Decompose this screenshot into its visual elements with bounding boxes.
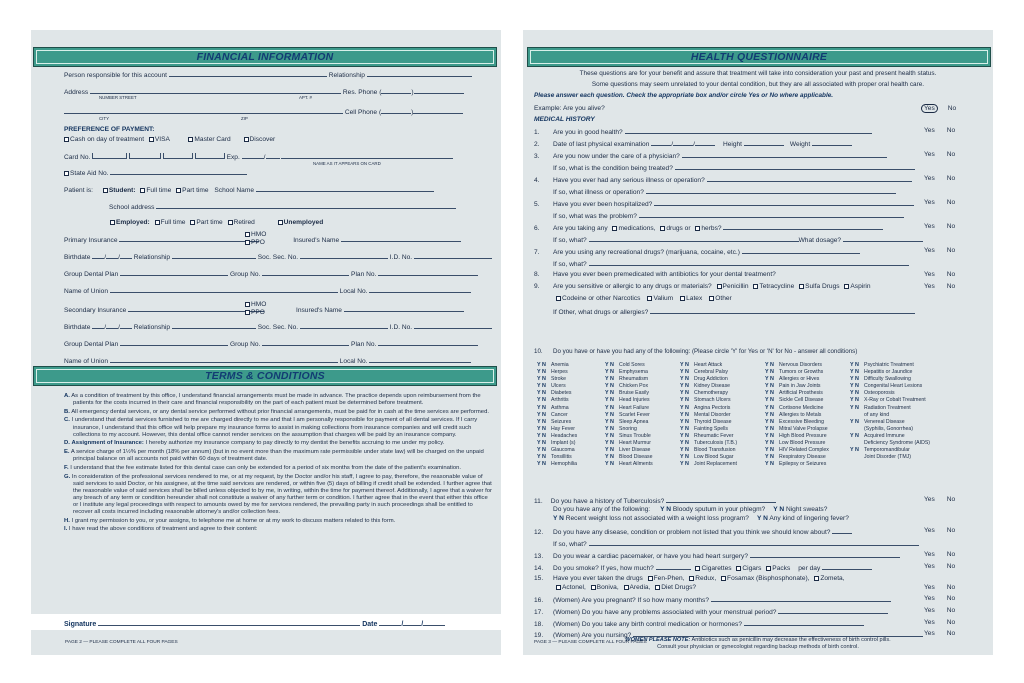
q13-row: 13. Do you wear a cardiac pacemaker, or have you had heart surgery? bbox=[534, 551, 900, 560]
condition-item: Y N Hepatitis or Jaundice bbox=[850, 369, 913, 376]
terms-header bbox=[33, 366, 497, 386]
q14-yes-no: Yes No bbox=[924, 563, 956, 570]
condition-item: Y N Tuberculosis (T.B.) bbox=[680, 440, 738, 447]
financial-header bbox=[33, 47, 497, 67]
date-field[interactable] bbox=[379, 619, 401, 626]
condition-item: Y N Glaucoma bbox=[537, 447, 575, 454]
term-a: A. As a condition of treatment by this office, I understand financial arrangements must be made in advance. The practice depends upon reimbursement from the patients for the costs incurred in their care and financial responsibility on the part of each patient must be determined before treatment. bbox=[64, 393, 481, 407]
footer-right: PAGE 3 — PLEASE COMPLETE ALL FOUR PAGES bbox=[534, 640, 647, 645]
condition-item: Y N Mental Disorder bbox=[680, 411, 731, 418]
secondary-ssn-field[interactable] bbox=[300, 322, 388, 329]
redux-checkbox[interactable] bbox=[689, 576, 694, 581]
secondary-group-plan-field[interactable] bbox=[120, 339, 228, 346]
q16-yes-no: Yes No bbox=[924, 595, 956, 602]
state-aid-row: State Aid No. bbox=[64, 168, 493, 177]
condition-item: Y N Cold Sores bbox=[605, 362, 645, 368]
q10-text: 10. Do you have or have you had any of the following: (Please circle 'Y' for Yes or 'N' for No - answer all conditions) bbox=[534, 348, 858, 355]
payment-options: Cash on day of treatment VISA Master Card Discover bbox=[64, 136, 493, 143]
visa-checkbox[interactable] bbox=[149, 137, 154, 142]
condition-item: Y N Fainting Spells bbox=[680, 425, 729, 432]
condition-item: Y N Psychiatric Treatment bbox=[850, 362, 914, 368]
condition-item: Y N Allergies to Metals bbox=[765, 411, 822, 418]
term-b: B. All emergency dental services, or any dental service performed without prior financial arrangements, must be paid for in cash at the time services are performed. bbox=[64, 408, 489, 415]
state-aid-field[interactable] bbox=[110, 168, 247, 175]
condition-item: Y N Herpes bbox=[537, 369, 568, 376]
discover-checkbox[interactable] bbox=[244, 137, 249, 142]
term-i: I. I have read the above conditions of treatment and agree to their content: bbox=[64, 526, 258, 533]
q18-yes-no: Yes No bbox=[924, 619, 956, 626]
condition-item: Y N Temporomandibular bbox=[850, 447, 910, 454]
q4b-row: If so, what illness or operation? bbox=[534, 187, 896, 196]
city-row: Cell Phone ( ) bbox=[64, 107, 493, 116]
address-field[interactable] bbox=[90, 87, 341, 94]
aspirin-checkbox[interactable] bbox=[844, 284, 849, 289]
q8-row: 8. Have you ever been premedicated with antibiotics for your dental treatment? bbox=[534, 271, 776, 278]
q5b-row: If so, what was the problem? bbox=[534, 211, 904, 220]
secondary-local-no-field[interactable] bbox=[369, 356, 471, 363]
q15b-row: Actonel, Boniva, Aredia, Diet Drugs? bbox=[534, 584, 696, 591]
q9b-row: If Other, what drugs or allergies? bbox=[534, 307, 915, 316]
conditions-column-4 bbox=[765, 362, 829, 468]
cell-phone-field[interactable] bbox=[381, 107, 411, 114]
secondary-group-row: Group Dental Plan Group No. Plan No. bbox=[64, 339, 493, 348]
q6-yes-no: Yes No bbox=[924, 223, 956, 230]
instructions: Please answer each question. Check the appropriate box and/or circle Yes or No where applicable. bbox=[534, 92, 834, 99]
intro-1: These questions are for your benefit and assure that treatment will take into consideration your past and present health status. bbox=[579, 70, 937, 77]
q7-yes-no: Yes No bbox=[924, 247, 956, 254]
condition-item: Y N Mitral Valve Prolapse bbox=[765, 425, 828, 432]
medications-checkbox[interactable] bbox=[612, 226, 617, 231]
fen-phen-checkbox[interactable] bbox=[648, 576, 653, 581]
diet-drugs-checkbox[interactable] bbox=[655, 585, 660, 590]
payment-heading: PREFERENCE OF PAYMENT: bbox=[64, 126, 155, 133]
condition-item: of any kind bbox=[864, 411, 890, 418]
packs-checkbox[interactable] bbox=[766, 566, 771, 571]
primary-ssn-field[interactable] bbox=[300, 252, 388, 259]
condition-item: Y N Allergies or Hives bbox=[765, 376, 820, 383]
fosamax-checkbox[interactable] bbox=[721, 576, 726, 581]
primary-group-row: Group Dental Plan Group No. Plan No. bbox=[64, 269, 493, 278]
signature-field[interactable] bbox=[98, 619, 360, 626]
condition-item: Y N Angina Pectoris bbox=[680, 404, 731, 411]
school-address-row: School address bbox=[109, 202, 493, 211]
health-title: HEALTH QUESTIONNAIRE bbox=[690, 51, 828, 63]
condition-item: Y N Ulcers bbox=[537, 383, 566, 390]
q7-row: 7. Are you using any recreational drugs? (marijuana, cocaine, etc.) bbox=[534, 247, 860, 256]
signature-row: Signature Date / / bbox=[64, 619, 493, 628]
secondary-id-field[interactable] bbox=[414, 322, 492, 329]
example-row: Example: Are you alive? bbox=[534, 105, 605, 112]
student-full-time-checkbox[interactable] bbox=[140, 188, 145, 193]
tetracycline-checkbox[interactable] bbox=[753, 284, 758, 289]
address-row: Address Res. Phone ( ) bbox=[64, 87, 493, 96]
primary-ppo-checkbox[interactable] bbox=[245, 240, 250, 245]
primary-relationship-field[interactable] bbox=[172, 252, 256, 259]
condition-item: Y N Scarlet Fever bbox=[605, 411, 650, 418]
q2-row: 2. Date of last physical examination / / Height Weight bbox=[534, 139, 852, 148]
q3-yes-no: Yes No bbox=[924, 151, 956, 158]
condition-item: Y N High Blood Pressure bbox=[765, 432, 827, 439]
q11-row: 11. Do you have a history of Tuberculosis? bbox=[534, 496, 776, 505]
q14-row: 14. Do you smoke? If yes, how much? Cigarettes Cigars Packs per day bbox=[534, 563, 872, 572]
student-part-time-checkbox[interactable] bbox=[176, 188, 181, 193]
condition-item: Y N Sickle Cell Disease bbox=[765, 397, 824, 404]
terms-list bbox=[64, 393, 494, 535]
footer-left: PAGE 2 — PLEASE COMPLETE ALL FOUR PAGES bbox=[65, 640, 178, 645]
condition-item: Y N Blood Transfusion bbox=[680, 447, 736, 454]
condition-item: Y N Diabetes bbox=[537, 390, 572, 397]
condition-item: Y N Tumors or Growths bbox=[765, 369, 824, 376]
primary-group-plan-field[interactable] bbox=[120, 269, 228, 276]
condition-item: Y N Venereal Disease bbox=[850, 418, 905, 425]
employed-full-time-checkbox[interactable] bbox=[155, 220, 160, 225]
q1-yes-no: Yes No bbox=[924, 127, 956, 134]
condition-item: Y N Heart Attack bbox=[680, 362, 723, 368]
boniva-checkbox[interactable] bbox=[591, 585, 596, 590]
valium-checkbox[interactable] bbox=[647, 296, 652, 301]
secondary-union-field[interactable] bbox=[110, 356, 338, 363]
condition-item: Y N Heart Ailments bbox=[605, 461, 653, 468]
condition-item: Y N Kidney Disease bbox=[680, 383, 731, 390]
q8-yes-no: Yes No bbox=[924, 271, 956, 278]
q4-row: 4. Have you ever had any serious illness or operation? bbox=[534, 175, 912, 184]
primary-hmo-checkbox[interactable] bbox=[245, 232, 250, 237]
term-c: C. I understand that dental services furnished to me are charged directly to me and that I am personally responsible for payment of all dental services. If I carry insurance, I understand that this office will help prepare my insurance forms to assist in making collections from insurance companies and will credit such collections to my account. However, this dental office cannot render services on the assumption that charges will be paid by an insurance company. bbox=[64, 417, 478, 438]
q6-row: 6. Are you taking any medications, drugs or herbs? bbox=[534, 223, 883, 232]
intro-2: Some questions may seem unrelated to your dental condition, but they are all associated with proper oral health care. bbox=[591, 81, 925, 88]
condition-item: Y N X-Ray or Cobalt Treatment bbox=[850, 397, 926, 404]
condition-item: Y N Tonsillitis bbox=[537, 454, 572, 461]
aredia-checkbox[interactable] bbox=[624, 585, 629, 590]
condition-item: Y N Low Blood Sugar bbox=[680, 454, 734, 461]
condition-item: Y N Hemophilia bbox=[537, 461, 577, 468]
q11b-row: Do you have any of the following: Y N Bloody sputum in your phlegm? Y N Night sweats? bbox=[553, 506, 828, 513]
condition-item: Y N Implant (s) bbox=[537, 440, 576, 447]
herbs-checkbox[interactable] bbox=[695, 226, 700, 231]
condition-item: Y N Cerebral Palsy bbox=[680, 369, 729, 376]
q15-row: 15. Have you ever taken the drugs Fen-Phen, Redux, Fosamax (Bisphosphonate), Zometa, bbox=[534, 575, 845, 582]
employed-checkbox[interactable] bbox=[110, 220, 115, 225]
term-e: E. A service charge of 1½% per month (18% per annum) (but in no event more than the maximum rate permissible under state law) will be charged on the unpaid principal balance on all accounts not paid within 60 days of treatment date. bbox=[64, 449, 484, 463]
patient-is-row: Patient is: Student: Full time Part time School Name bbox=[64, 185, 493, 194]
medical-history-heading: MEDICAL HISTORY bbox=[534, 116, 595, 123]
q12-yes-no: Yes No bbox=[924, 527, 956, 534]
condition-item: Y N HIV Related Complex bbox=[765, 447, 829, 454]
q1-row: 1. Are you in good health? bbox=[534, 127, 872, 136]
condition-item: Y N Cortisone Medicine bbox=[765, 404, 824, 411]
condition-item: Y N Respiratory Disease bbox=[765, 454, 826, 461]
condition-item: Y N Sleep Apnea bbox=[605, 418, 649, 425]
condition-item: Y N Blood Disease bbox=[605, 454, 653, 461]
condition-item: Y N Head Injuries bbox=[605, 397, 650, 404]
primary-group-no-field[interactable] bbox=[262, 269, 349, 276]
condition-item: Joint Disorder (TMJ) bbox=[864, 454, 911, 461]
condition-item: Y N Radiation Treatment bbox=[850, 404, 911, 411]
condition-item: Y N Congenital Heart Lesions bbox=[850, 383, 923, 390]
res-phone-field[interactable] bbox=[381, 87, 411, 94]
condition-item: Y N Difficulty Swallowing bbox=[850, 376, 911, 383]
page-2: FINANCIAL INFORMATION Person responsible for this account Relationship Address Res. Phone ( ) NUMBER STREET APT. # Cell Phone ( ) CITY ZIP PREFERENCE OF PAYMENT: Cash on day of treatment VISA Master Card Discover Card No. Exp. / NAME AS IT APPEARS ON CARD State Aid No. Patient is: Student: Full time Part time School Name School address Employed: Full time Part time Retired Unemployed Primary Insurance Insured's Name HMO PPO Birthdate / / Relationship Soc. Sec. No. I.D. No. Group Dental Plan Group No. Plan No. Name of Union Local No. Secondary Insurance Insured's Name HMO PPO Birthdate / / Relationship Soc. Sec. No. I.D. No. Group Dental Plan Group No. Plan No. Name of Union Local No. TERMS & CONDITIONS A. As a condition of treatment by this office, I understand financial arrangements must be made in advance. The practice depends upon reimbursement from the patients for the costs incurred in their care and financial responsibility on the part of each patient must be determined before treatment. B. All emergency dental services, or any dental service performed without prior financial arrangements, must be paid for in cash at the time services are performed. C. I understand that dental services furnished to me are charged directly to me and that I am personally responsible for payment of all dental services. If I carry insurance, I understand that this office will help prepare my insurance forms to assist in making collections from insurance companies and will credit such collections to my account. However, this dental office cannot render services on the assumption that charges will be paid by an insurance company. D. Assignment of Insurance: I hereby authorize my insurance company to pay directly to my dentist the benefits accruing to me under my policy. E. A service charge of 1½% per month (18% per annum) (but in no event more than the maximum rate permissible under state law) will be charged on the unpaid principal balance on all accounts not paid within 60 days of treatment date. F. I understand that the fee estimate listed for this dental case can only be extended for a period of six months from the date of the patient's examination. G. In consideration of the professional services rendered to me, or at my request, by the Doctor and/or his staff, I agree to pay, therefore, the reasonable value of said services to said Doctor, or his assignee, at the time said services are rendered, or within five (5) days of billing if credit shall be extended. I further agree that the reasonable value of said services shall be billed unless objected to by me, in writing, within the time for payment thereof. Additionally, I agree that a waiver for any breach of any term or condition hereunder shall not constitute a waiver of any further term or condition. I further agree that in the event that either this office or I institute any legal proceedings with respect to amounts owed by me for services rendered, the prevailing party in such proceedings shall be entitled to recover all costs incurred including reasonable attorney's and/or collection fees. H. I grant my permission to you, or your assigns, to telephone me at home or at my work to discuss matters related to this form. I. I have read the above conditions of treatment and agree to their content: Signature Date / / PAGE 2 — PLEASE COMPLETE ALL FOUR PAGES bbox=[31, 30, 501, 655]
secondary-hmo-checkbox[interactable] bbox=[245, 302, 250, 307]
unemployed-checkbox[interactable] bbox=[278, 220, 283, 225]
q17-yes-no: Yes No bbox=[924, 607, 956, 614]
cigarettes-checkbox[interactable] bbox=[695, 566, 700, 571]
drugs-checkbox[interactable] bbox=[660, 226, 665, 231]
condition-item: Y N Snoring bbox=[605, 425, 637, 432]
other-checkbox[interactable] bbox=[709, 296, 714, 301]
primary-local-no-field[interactable] bbox=[369, 286, 471, 293]
condition-item: Y N Acquired Immune bbox=[850, 432, 905, 439]
condition-item: Y N Bruise Easily bbox=[605, 390, 649, 397]
financial-title: FINANCIAL INFORMATION bbox=[196, 51, 334, 63]
secondary-birthdate-field[interactable] bbox=[92, 322, 104, 329]
condition-item: Y N Cancer bbox=[537, 411, 568, 418]
condition-item: Deficiency Syndrome (AIDS) bbox=[864, 440, 931, 447]
condition-item: Y N Anemia bbox=[537, 362, 569, 368]
q12-row: 12. Do you have any disease, condition or problem not listed that you think we should know about? bbox=[534, 527, 852, 536]
q5-yes-no: Yes No bbox=[924, 199, 956, 206]
example-yes-no: Yes No bbox=[921, 104, 956, 113]
terms-title: TERMS & CONDITIONS bbox=[205, 370, 325, 382]
condition-item: Y N Stomach Ulcers bbox=[680, 397, 731, 404]
zometa-checkbox[interactable] bbox=[814, 576, 819, 581]
primary-birthdate-field[interactable] bbox=[92, 252, 104, 259]
q9-yes-no: Yes No bbox=[924, 283, 956, 290]
card-row: Card No. Exp. / bbox=[64, 152, 493, 161]
q17-row: 17. (Women) Do you have any problems associated with your menstrual period? bbox=[534, 607, 888, 616]
condition-item: Y N Thyroid Disease bbox=[680, 418, 732, 425]
city-field[interactable] bbox=[64, 107, 343, 114]
penicillin-checkbox[interactable] bbox=[717, 284, 722, 289]
primary-plan-type: HMO bbox=[245, 231, 493, 238]
page-3: HEALTH QUESTIONNAIRE These questions are for your benefit and assure that treatment will take into consideration your past and present health status. Some questions may seem unrelated to your dental condition, but they are all associated with proper oral health care. Please answer each question. Check the appropriate box and/or circle Yes or No where applicable. Example: Are you alive? Yes No MEDICAL HISTORY 1. Are you in good health? Yes No 2. Date of last physical examination / / Height Weight 3. Are you now under the care of a physician? Yes No If so, what is the condition being treated? 4. Have you ever had any serious illness or operation? Yes No If so, what illness or operation? 5. Have you ever been hospitalized? Yes No If so, what was the problem? 6. Are you taking any medications, drugs or herbs? Yes No If so, what? What dosage? 7. Are you using any recreational drugs? (marijuana, cocaine, etc.) Yes No If so, what? 8. Have you ever been premedicated with antibiotics for your dental treatment? Yes No 9. Are you sensitive or allergic to any drugs or materials? Penicillin Tetracycline Sulfa Drugs Aspirin Yes No Codeine or other Narcotics Valium Latex Other If Other, what drugs or allergies? 10. Do you have or have you had any of the following: (Please circle 'Y' for Yes or 'N' for No - answer all conditions) Y N Anemia Y N Herpes Y N Stroke Y N Ulcers Y N Diabetes Y N Arthritis Y N Asthma Y N Cancer Y N Seizures Y N Hay Fever Y N Headaches Y N Implant (s) Y N Glaucoma Y N Tonsillitis Y N Hemophilia Y N Cold Sores Y N Emphysema Y N Rheumatism Y N Chicken Pox Y N Bruise Easily Y N Head Injuries Y N Heart Failure Y N Scarlet Fever Y N Sleep Apnea Y N Snoring Y N Sinus Trouble Y N Heart Murmur Y N Liver Disease Y N Blood Disease Y N Heart Ailments Y N Heart Attack Y N Cerebral Palsy Y N Drug Addiction Y N Kidney Disease Y N Chemotherapy Y N Stomach Ulcers Y N Angina Pectoris Y N Mental Disorder Y N Thyroid Disease Y N Fainting Spells Y N Rheumatic Fever Y N Tuberculosis (T.B.) Y N Blood Transfusion Y N Low Blood Sugar Y N Joint Replacement Y N Nervous Disorders Y N Tumors or Growths Y N Allergies or Hives Y N Pain in Jaw Joints Y N Artificial Prosthesis Y N Sickle Cell Disease Y N Cortisone Medicine Y N Allergies to Metals Y N Excessive Bleeding Y N Mitral Valve Prolapse Y N High Blood Pressure Y N Low Blood Pressure Y N HIV Related Complex Y N Respiratory Disease Y N Epilepsy or Seizures Y N Psychiatric Treatment Y N Hepatitis or Jaundice Y N Difficulty Swallowing Y N Congenital Heart Lesions Y N Osteoporosis Y N X-Ray or Cobalt Treatment Y N Radiation Treatment of any kind Y N Venereal Disease (Syphilis, Gonorrhea) Y N Acquired Immune Deficiency Syndrome (AIDS) Y N Temporomandibular Joint Disorder (TMJ) Yes No 11. Do you have a history of Tuberculosis? Do you have any of the following: Y N Bloody sputum in your phlegm? Y N Night sweats? Y N Recent weight loss not associated with a weight loss program? Y N Any kind of lingering fever? 12. Do you have any disease, condition or problem not listed that you think we should know about? Yes No If so, what? 13. Do you wear a cardiac pacemaker, or have you had heart surgery? Yes No 14. Do you smoke? If yes, how much? Cigarettes Cigars Packs per day Yes No 15. Have you ever taken the drugs Fen-Phen, Redux, Fosamax (Bisphosphonate), Zometa, Actonel, Boniva, Aredia, Diet Drugs? Yes No 16. (Women) Are you pregnant? If so how many months? Yes No 17. (Women) Do you have any problems associated with your menstrual period? Yes No 18. (Women) Do you take any birth control medication or hormones? Yes No 19. (Women) Are you nursing? Yes No WOMEN PLEASE NOTE: Antibiotics such as penicillin may decrease the effectiveness of birth control pills. Consult your physician or gynecologist regarding backup methods of birth control. bbox=[523, 30, 993, 655]
cash-checkbox[interactable] bbox=[64, 137, 69, 142]
q13-yes-no: Yes No bbox=[924, 551, 956, 558]
mastercard-checkbox[interactable] bbox=[188, 137, 193, 142]
relationship-field[interactable] bbox=[367, 70, 472, 77]
condition-item: Y N Osteoporosis bbox=[850, 390, 895, 397]
codeine-checkbox[interactable] bbox=[556, 296, 561, 301]
state-aid-checkbox[interactable] bbox=[64, 171, 69, 176]
condition-item: Y N Headaches bbox=[537, 432, 578, 439]
card-no-field-1[interactable] bbox=[92, 153, 127, 159]
primary-insurance-field[interactable] bbox=[119, 235, 259, 242]
term-d: D. Assignment of Insurance: I hereby authorize my insurance company to pay directly to my dentist the benefits accruing to me under my policy. bbox=[64, 440, 445, 447]
q15b-yes-no: Yes No bbox=[924, 584, 956, 591]
q19-row: 19. (Women) Are you nursing? bbox=[534, 630, 923, 639]
retired-checkbox[interactable] bbox=[228, 220, 233, 225]
secondary-ppo-checkbox[interactable] bbox=[245, 310, 250, 315]
condition-item: Y N Chicken Pox bbox=[605, 383, 649, 390]
condition-item: Y N Nervous Disorders bbox=[765, 362, 822, 368]
q11c-row: Y N Recent weight loss not associated with a weight loss program? Y N Any kind of lingering fever? bbox=[553, 515, 849, 522]
conditions-column-3 bbox=[680, 362, 737, 468]
q11-yes-no: Yes No bbox=[924, 496, 956, 503]
employed-part-time-checkbox[interactable] bbox=[190, 220, 195, 225]
q9-allergens-row: Codeine or other Narcotics Valium Latex Other bbox=[534, 295, 732, 302]
q3-row: 3. Are you now under the care of a physician? bbox=[534, 151, 887, 160]
condition-item: Y N Arthritis bbox=[537, 397, 569, 404]
secondary-birthdate-row: Birthdate / / Relationship Soc. Sec. No. I.D. No. bbox=[64, 322, 493, 331]
name-on-card-field[interactable] bbox=[281, 152, 453, 159]
q6b-row: If so, what? What dosage? bbox=[534, 235, 923, 244]
condition-item: Y N Seizures bbox=[537, 418, 572, 425]
q12b-row: If so, what? bbox=[534, 539, 919, 548]
condition-item: Y N Rheumatic Fever bbox=[680, 432, 734, 439]
condition-item: Y N Artificial Prosthesis bbox=[765, 390, 823, 397]
condition-item: Y N Drug Addiction bbox=[680, 376, 728, 383]
primary-birthdate-row: Birthdate / / Relationship Soc. Sec. No. I.D. No. bbox=[64, 252, 493, 261]
secondary-insurance-field[interactable] bbox=[128, 305, 264, 312]
conditions-column-5 bbox=[850, 362, 930, 461]
secondary-relationship-field[interactable] bbox=[172, 322, 256, 329]
q7b-row: If so, what? bbox=[534, 259, 909, 268]
school-address-field[interactable] bbox=[156, 202, 456, 209]
cigars-checkbox[interactable] bbox=[736, 566, 741, 571]
secondary-plan-no-field[interactable] bbox=[378, 339, 478, 346]
condition-item: Y N Heart Murmur bbox=[605, 440, 651, 447]
condition-item: Y N Stroke bbox=[537, 376, 566, 383]
condition-item: Y N Joint Replacement bbox=[680, 461, 737, 468]
conditions-column-2 bbox=[605, 362, 653, 468]
student-checkbox[interactable] bbox=[103, 188, 108, 193]
person-field[interactable] bbox=[169, 70, 327, 77]
health-header bbox=[527, 47, 991, 67]
condition-item: Y N Heart Failure bbox=[605, 404, 649, 411]
secondary-union-row: Name of Union Local No. bbox=[64, 356, 493, 365]
term-f: F. I understand that the fee estimate listed for this dental case can only be extended for a period of six months from the date of the patient's examination. bbox=[64, 464, 462, 471]
primary-union-row: Name of Union Local No. bbox=[64, 286, 493, 295]
employment-row: Employed: Full time Part time Retired Unemployed bbox=[107, 219, 493, 226]
primary-id-field[interactable] bbox=[414, 252, 492, 259]
condition-item: Y N Low Blood Pressure bbox=[765, 440, 826, 447]
sulfa-checkbox[interactable] bbox=[799, 284, 804, 289]
q9-row: 9. Are you sensitive or allergic to any drugs or materials? Penicillin Tetracycline Sulfa Drugs Aspirin bbox=[534, 283, 871, 290]
condition-item: Y N Chemotherapy bbox=[680, 390, 729, 397]
condition-item: Y N Pain in Jaw Joints bbox=[765, 383, 821, 390]
secondary-group-no-field[interactable] bbox=[262, 339, 349, 346]
condition-item: Y N Emphysema bbox=[605, 369, 648, 376]
latex-checkbox[interactable] bbox=[680, 296, 685, 301]
condition-item: Y N Rheumatism bbox=[605, 376, 649, 383]
primary-plan-no-field[interactable] bbox=[378, 269, 478, 276]
condition-item: Y N Liver Disease bbox=[605, 447, 651, 454]
condition-item: (Syphilis, Gonorrhea) bbox=[864, 425, 914, 432]
term-h: H. I grant my permission to you, or your assigns, to telephone me at home or at my work to discuss matters related to this form. bbox=[64, 517, 396, 524]
q3b-row: If so, what is the condition being treated? bbox=[534, 163, 915, 172]
term-g: G. In consideration of the professional services rendered to me, or at my request, by the Doctor and/or his staff, I agree to pay, therefore, the reasonable value of said services to said Doctor, or his assignee, at the time said services are rendered, or within five (5) days of billing if credit shall be extended. I further agree that the reasonable value of said services shall be billed unless objected to by me, in writing, within the time for payment thereof. Additionally, I agree that a waiver for any breach of any term or condition hereunder shall not constitute a waiver of any further term or condition. I further agree that in the event that either this office or I institute any legal proceedings with respect to amounts owed by me for services rendered, the prevailing party in such proceedings shall be entitled to recover all costs incurred including reasonable attorney's and/or collection fees. bbox=[64, 473, 493, 515]
q19-yes-no: Yes No bbox=[924, 630, 956, 637]
condition-item: Y N Sinus Trouble bbox=[605, 432, 651, 439]
conditions-column-1 bbox=[537, 362, 577, 468]
condition-item: Y N Asthma bbox=[537, 404, 569, 411]
condition-item: Y N Epilepsy or Seizures bbox=[765, 461, 827, 468]
q16-row: 16. (Women) Are you pregnant? If so how many months? bbox=[534, 595, 891, 604]
primary-union-field[interactable] bbox=[110, 286, 338, 293]
school-name-field[interactable] bbox=[256, 185, 434, 192]
condition-item: Y N Excessive Bleeding bbox=[765, 418, 824, 425]
secondary-insurance-row: Secondary Insurance Insured's Name bbox=[64, 305, 493, 314]
person-row: Person responsible for this account Relationship bbox=[64, 70, 493, 79]
exp-field[interactable] bbox=[242, 152, 264, 159]
primary-insurance-row: Primary Insurance Insured's Name bbox=[64, 235, 493, 244]
q18-row: 18. (Women) Do you take any birth control medication or hormones? bbox=[534, 619, 864, 628]
q4-yes-no: Yes No bbox=[924, 175, 956, 182]
condition-item: Y N Hay Fever bbox=[537, 425, 575, 432]
actonel-checkbox[interactable] bbox=[556, 585, 561, 590]
q5-row: 5. Have you ever been hospitalized? bbox=[534, 199, 914, 208]
women-note: WOMEN PLEASE NOTE: Antibiotics such as penicillin may decrease the effectiveness of birth control pills. bbox=[625, 637, 891, 643]
